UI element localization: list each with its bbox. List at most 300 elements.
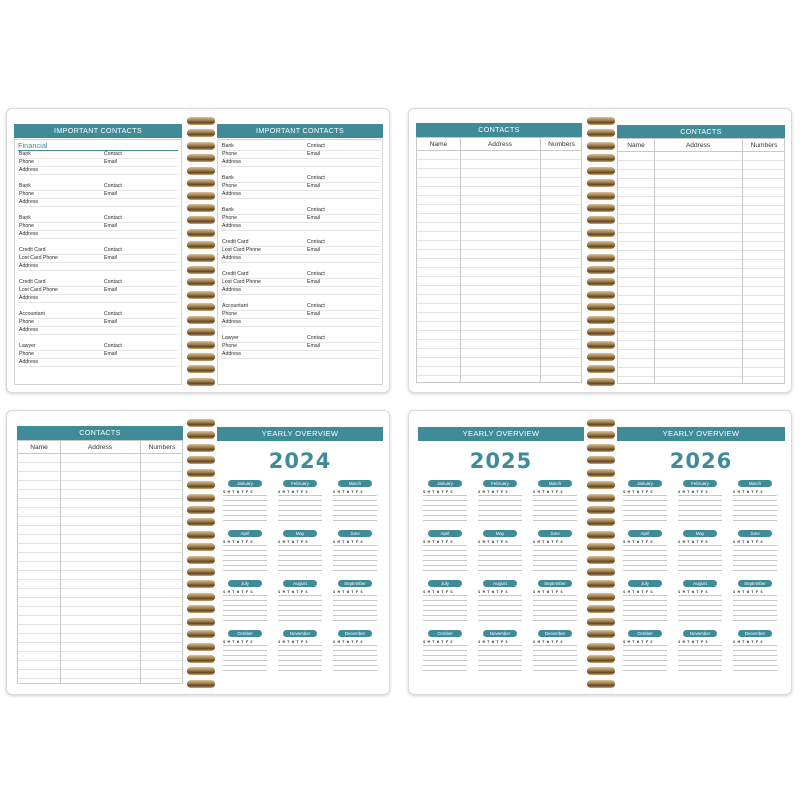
column-divider	[742, 139, 743, 383]
page-left	[409, 411, 587, 694]
month-name: August	[683, 580, 717, 587]
weekday-header: S M T W T F S	[623, 539, 653, 544]
page-title: CONTACTS	[617, 125, 785, 139]
month-calendar	[333, 630, 377, 674]
field-label-secondary: Email	[307, 279, 320, 285]
date-grid	[733, 495, 777, 523]
page-title: YEARLY OVERVIEW	[217, 427, 383, 441]
field-label: Phone	[19, 159, 35, 165]
spiral-coil	[187, 154, 215, 162]
spiral-binding	[587, 419, 617, 688]
month-name: September	[338, 580, 372, 587]
month-calendar	[223, 480, 267, 524]
contact-field-row	[18, 215, 178, 223]
field-label-secondary: Email	[307, 343, 320, 349]
contact-field-row	[221, 303, 381, 311]
field-label-secondary: Email	[104, 255, 117, 261]
spiral-coil	[187, 630, 215, 638]
field-label-secondary: Contact	[307, 207, 325, 213]
contact-field-row	[221, 343, 381, 351]
spiral-coil	[587, 142, 615, 150]
contacts-form	[14, 139, 182, 385]
spiral-coil	[187, 167, 215, 175]
planner-spread-2025-2026	[408, 410, 792, 695]
date-grid	[623, 595, 667, 623]
month-calendar	[423, 630, 467, 674]
column-name: Name	[429, 141, 448, 148]
planner-spread-important-contacts	[6, 108, 390, 393]
weekday-header: S M T W T F S	[333, 539, 363, 544]
date-grid	[733, 545, 777, 573]
month-name: March	[538, 480, 572, 487]
spiral-coil	[587, 630, 615, 638]
field-label: Bank	[222, 143, 234, 149]
field-label: Lawyer	[19, 343, 36, 349]
month-calendar	[733, 580, 777, 624]
column-numbers: Numbers	[750, 142, 778, 149]
spiral-coil	[587, 204, 615, 212]
date-grid	[333, 545, 377, 573]
field-label: Phone	[222, 343, 238, 349]
contact-field-row	[18, 279, 178, 287]
contact-field-row	[221, 335, 381, 343]
spiral-coil	[187, 543, 215, 551]
column-address: Address	[487, 141, 513, 148]
field-label: Address	[222, 319, 242, 325]
page-right	[615, 109, 791, 392]
contact-field-row	[18, 359, 178, 367]
spiral-coil	[587, 341, 615, 349]
month-calendar	[223, 530, 267, 574]
field-label: Accountant	[222, 303, 248, 309]
contact-field-row	[18, 263, 178, 271]
month-calendar	[533, 530, 577, 574]
month-calendar	[423, 530, 467, 574]
date-grid	[223, 595, 267, 623]
spiral-coil	[187, 192, 215, 200]
spiral-coil	[587, 216, 615, 224]
field-label-secondary: Contact	[104, 343, 122, 349]
month-calendar	[678, 530, 722, 574]
column-address: Address	[87, 444, 113, 451]
date-grid	[278, 595, 322, 623]
year-label: 2026	[669, 449, 733, 473]
table-header	[618, 139, 784, 152]
contact-field-row	[221, 223, 381, 231]
weekday-header: S M T W T F S	[423, 539, 453, 544]
field-label-secondary: Contact	[307, 175, 325, 181]
month-name: February	[283, 480, 317, 487]
field-label: Bank	[222, 207, 234, 213]
field-label-secondary: Contact	[307, 271, 325, 277]
month-calendar	[623, 630, 667, 674]
month-calendar	[278, 530, 322, 574]
field-label: Lost Card Phone	[19, 255, 58, 261]
spiral-coil	[187, 419, 215, 427]
month-calendar	[733, 480, 777, 524]
month-name: December	[538, 630, 572, 637]
field-label: Accountant	[19, 311, 45, 317]
contacts-table	[17, 440, 183, 684]
page-right	[615, 411, 791, 694]
spiral-coil	[587, 365, 615, 373]
month-name: August	[483, 580, 517, 587]
spiral-coil	[587, 167, 615, 175]
contact-field-row	[18, 159, 178, 167]
month-name: September	[538, 580, 572, 587]
date-grid	[623, 645, 667, 673]
month-name: October	[428, 630, 462, 637]
contact-field-row	[221, 351, 381, 359]
page-title: YEARLY OVERVIEW	[617, 427, 785, 441]
table-header	[18, 441, 182, 454]
field-label: Phone	[222, 151, 238, 157]
field-label-secondary: Contact	[307, 143, 325, 149]
spiral-coil	[187, 494, 215, 502]
spiral-coil	[587, 254, 615, 262]
planner-spread-contacts	[408, 108, 792, 393]
section-label: Financial	[18, 141, 48, 150]
contact-field-row	[221, 215, 381, 223]
spiral-coil	[587, 129, 615, 137]
weekday-header: S M T W T F S	[678, 489, 708, 494]
spiral-coil	[187, 204, 215, 212]
month-calendar	[423, 480, 467, 524]
month-name: December	[338, 630, 372, 637]
spiral-coil	[587, 291, 615, 299]
weekday-header: S M T W T F S	[733, 489, 763, 494]
spiral-coil	[587, 593, 615, 601]
month-calendar	[478, 530, 522, 574]
contact-field-row	[221, 191, 381, 199]
field-label-secondary: Contact	[307, 303, 325, 309]
month-calendar	[423, 580, 467, 624]
spiral-coil	[187, 341, 215, 349]
date-grid	[623, 545, 667, 573]
contact-field-row	[18, 183, 178, 191]
weekday-header: S M T W T F S	[623, 589, 653, 594]
month-name: April	[628, 530, 662, 537]
month-calendar	[223, 580, 267, 624]
weekday-header: S M T W T F S	[478, 539, 508, 544]
spiral-coil	[187, 444, 215, 452]
weekday-header: S M T W T F S	[478, 639, 508, 644]
spiral-coil	[587, 431, 615, 439]
spiral-coil	[187, 556, 215, 564]
spiral-coil	[587, 241, 615, 249]
column-numbers: Numbers	[148, 444, 176, 451]
page-title: IMPORTANT CONTACTS	[217, 124, 383, 138]
spiral-coil	[187, 469, 215, 477]
month-calendar	[533, 480, 577, 524]
date-grid	[678, 545, 722, 573]
spiral-coil	[587, 316, 615, 324]
weekday-header: S M T W T F S	[533, 539, 563, 544]
weekday-header: S M T W T F S	[223, 589, 253, 594]
date-grid	[733, 645, 777, 673]
month-calendar	[333, 580, 377, 624]
field-label-secondary: Email	[307, 311, 320, 317]
table-rows	[618, 152, 784, 383]
spiral-coil	[187, 117, 215, 125]
weekday-header: S M T W T F S	[678, 639, 708, 644]
spiral-coil	[587, 580, 615, 588]
field-label-secondary: Contact	[104, 215, 122, 221]
field-label: Address	[19, 199, 39, 205]
weekday-header: S M T W T F S	[278, 639, 308, 644]
spiral-coil	[187, 680, 215, 688]
planner-spread-contacts-2024	[6, 410, 390, 695]
spiral-coil	[587, 444, 615, 452]
spiral-coil	[587, 667, 615, 675]
month-name: March	[338, 480, 372, 487]
contact-field-row	[18, 319, 178, 327]
contact-field-row	[221, 143, 381, 151]
field-label: Credit Card	[19, 279, 46, 285]
month-calendar	[278, 630, 322, 674]
contact-field-row	[18, 295, 178, 303]
spiral-coil	[587, 506, 615, 514]
month-calendar	[678, 580, 722, 624]
month-name: December	[738, 630, 772, 637]
date-grid	[423, 645, 467, 673]
spiral-coil	[187, 531, 215, 539]
page-right	[215, 411, 389, 694]
page-right	[215, 109, 389, 392]
spiral-coil	[587, 605, 615, 613]
date-grid	[278, 545, 322, 573]
field-label: Address	[222, 287, 242, 293]
weekday-header: S M T W T F S	[333, 589, 363, 594]
year-label: 2025	[469, 449, 533, 473]
field-label: Phone	[19, 351, 35, 357]
weekday-header: S M T W T F S	[733, 639, 763, 644]
contact-field-row	[18, 343, 178, 351]
weekday-header: S M T W T F S	[333, 489, 363, 494]
date-grid	[333, 645, 377, 673]
column-divider	[140, 441, 141, 683]
contacts-table	[617, 138, 785, 384]
contact-field-row	[221, 319, 381, 327]
weekday-header: S M T W T F S	[733, 589, 763, 594]
date-grid	[533, 545, 577, 573]
month-calendar	[623, 480, 667, 524]
spiral-coil	[187, 353, 215, 361]
spiral-coil	[187, 568, 215, 576]
contact-field-row	[18, 223, 178, 231]
field-label-secondary: Email	[307, 215, 320, 221]
contact-field-row	[221, 159, 381, 167]
month-name: November	[683, 630, 717, 637]
spiral-coil	[187, 254, 215, 262]
field-label: Address	[222, 159, 242, 165]
month-calendar	[478, 630, 522, 674]
column-name: Name	[30, 444, 48, 451]
contact-field-row	[18, 231, 178, 239]
weekday-header: S M T W T F S	[533, 589, 563, 594]
spiral-coil	[587, 192, 615, 200]
field-label: Credit Card	[222, 271, 249, 277]
spiral-coil	[587, 154, 615, 162]
spiral-coil	[187, 179, 215, 187]
spiral-coil	[187, 291, 215, 299]
spiral-coil	[587, 278, 615, 286]
spiral-coil	[587, 229, 615, 237]
field-label-secondary: Contact	[104, 183, 122, 189]
month-calendar	[623, 530, 667, 574]
month-name: February	[483, 480, 517, 487]
spiral-binding	[187, 419, 217, 688]
page-title: IMPORTANT CONTACTS	[14, 124, 182, 138]
date-grid	[623, 495, 667, 523]
month-name: February	[683, 480, 717, 487]
field-label-secondary: Email	[307, 151, 320, 157]
weekday-header: S M T W T F S	[733, 539, 763, 544]
month-calendar	[223, 630, 267, 674]
spiral-coil	[587, 618, 615, 626]
spiral-coil	[187, 129, 215, 137]
spiral-coil	[587, 556, 615, 564]
month-name: May	[283, 530, 317, 537]
contact-field-row	[221, 311, 381, 319]
month-calendar	[623, 580, 667, 624]
contact-field-row	[18, 151, 178, 159]
spiral-binding	[187, 117, 217, 386]
field-label: Credit Card	[222, 239, 249, 245]
spiral-coil	[187, 456, 215, 464]
field-label: Address	[19, 359, 39, 365]
spiral-coil	[187, 518, 215, 526]
field-label-secondary: Contact	[307, 335, 325, 341]
month-name: May	[483, 530, 517, 537]
month-name: June	[538, 530, 572, 537]
weekday-header: S M T W T F S	[423, 489, 453, 494]
field-label: Bank	[19, 215, 31, 221]
month-name: August	[283, 580, 317, 587]
contact-field-row	[221, 151, 381, 159]
spiral-coil	[587, 179, 615, 187]
date-grid	[478, 545, 522, 573]
date-grid	[533, 645, 577, 673]
contact-field-row	[18, 167, 178, 175]
field-label-secondary: Contact	[104, 247, 122, 253]
field-label-secondary: Email	[307, 247, 320, 253]
contact-field-row	[221, 239, 381, 247]
weekday-header: S M T W T F S	[623, 639, 653, 644]
field-label: Phone	[222, 311, 238, 317]
month-name: July	[628, 580, 662, 587]
contact-field-row	[221, 255, 381, 263]
field-label-secondary: Email	[307, 183, 320, 189]
spiral-coil	[187, 667, 215, 675]
field-label-secondary: Contact	[104, 279, 122, 285]
weekday-header: S M T W T F S	[223, 489, 253, 494]
field-label: Phone	[19, 319, 35, 325]
contact-field-row	[221, 183, 381, 191]
contact-field-row	[221, 247, 381, 255]
field-label-secondary: Contact	[104, 151, 122, 157]
month-name: March	[738, 480, 772, 487]
page-title: CONTACTS	[17, 426, 183, 440]
spiral-coil	[587, 494, 615, 502]
spiral-coil	[587, 328, 615, 336]
weekday-header: S M T W T F S	[223, 639, 253, 644]
contacts-table	[416, 137, 582, 383]
weekday-header: S M T W T F S	[223, 539, 253, 544]
column-name: Name	[627, 142, 645, 149]
weekday-header: S M T W T F S	[533, 489, 563, 494]
month-calendar	[478, 480, 522, 524]
weekday-header: S M T W T F S	[478, 489, 508, 494]
field-label: Address	[222, 191, 242, 197]
weekday-header: S M T W T F S	[278, 589, 308, 594]
contact-field-row	[18, 199, 178, 207]
contact-field-row	[221, 279, 381, 287]
month-calendar	[733, 630, 777, 674]
spiral-coil	[587, 680, 615, 688]
spiral-coil	[587, 518, 615, 526]
field-label: Phone	[222, 215, 238, 221]
field-label-secondary: Contact	[307, 239, 325, 245]
month-name: June	[338, 530, 372, 537]
spiral-coil	[587, 543, 615, 551]
field-label: Address	[19, 231, 39, 237]
month-calendar	[278, 480, 322, 524]
page-title: YEARLY OVERVIEW	[418, 427, 584, 441]
field-label-secondary: Contact	[104, 311, 122, 317]
date-grid	[423, 495, 467, 523]
month-name: November	[483, 630, 517, 637]
field-label: Credit Card	[19, 247, 46, 253]
spiral-coil	[587, 481, 615, 489]
table-rows	[18, 454, 182, 683]
date-grid	[423, 545, 467, 573]
month-calendar	[678, 630, 722, 674]
spiral-coil	[587, 568, 615, 576]
date-grid	[478, 645, 522, 673]
date-grid	[478, 495, 522, 523]
month-name: January	[228, 480, 262, 487]
spiral-coil	[187, 216, 215, 224]
field-label-secondary: Email	[104, 191, 117, 197]
contact-field-row	[18, 191, 178, 199]
month-calendar	[533, 580, 577, 624]
page-left	[7, 109, 187, 392]
field-label: Bank	[19, 151, 31, 157]
contact-field-row	[221, 287, 381, 295]
field-label: Lost Card Phone	[19, 287, 58, 293]
spiral-coil	[187, 278, 215, 286]
date-grid	[333, 495, 377, 523]
page-title: CONTACTS	[416, 123, 582, 137]
month-calendar	[678, 480, 722, 524]
contact-field-row	[18, 255, 178, 263]
spiral-coil	[187, 655, 215, 663]
field-label: Address	[222, 255, 242, 261]
month-calendar	[733, 530, 777, 574]
spiral-coil	[587, 655, 615, 663]
weekday-header: S M T W T F S	[678, 539, 708, 544]
month-name: July	[228, 580, 262, 587]
spiral-coil	[587, 266, 615, 274]
spiral-coil	[187, 365, 215, 373]
field-label: Phone	[19, 191, 35, 197]
column-divider	[460, 138, 461, 382]
contact-field-row	[18, 327, 178, 335]
month-name: September	[738, 580, 772, 587]
field-label: Address	[19, 295, 39, 301]
weekday-header: S M T W T F S	[278, 489, 308, 494]
